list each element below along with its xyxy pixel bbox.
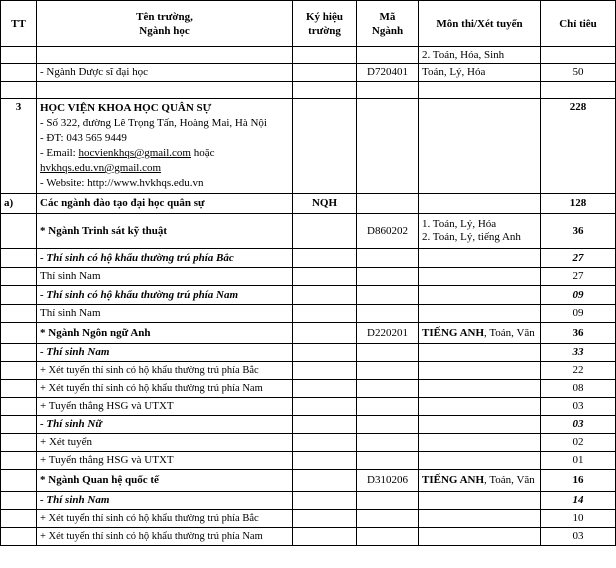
intl-male-south: + Xét tuyển thí sinh có hộ khẩu thường trú phía Nam [37,528,293,546]
recon-subject-1: 1. Toán, Lý, Hóa [422,218,497,230]
academy-phone: - ĐT: 043 565 9449 [40,132,127,144]
header-school [37,1,293,47]
table-row [1,416,616,434]
english-quota: 36 [541,323,616,344]
english-female-admit: + Xét tuyển [37,434,293,452]
header-code-line2: Ngành [371,24,404,37]
section-a-row [1,194,616,214]
english-row [1,323,616,344]
academy-email [40,146,289,161]
header-symbol-line1: Ký hiệu [306,10,343,23]
recon-south-male-quota: 09 [541,305,616,323]
header-tt: TT [1,1,37,47]
academy-name: HỌC VIỆN KHOA HỌC QUÂN SỰ [40,102,212,114]
email-link-2[interactable]: hvkhqs.edu.vn@gmail.com [40,162,162,174]
table-row [1,380,616,398]
email-link-1[interactable]: hocvienkhqs@gmail.com [78,147,191,159]
intl-male-north: + Xét tuyển thí sinh có hộ khẩu thường trú phía Bắc [37,510,293,528]
english-female-admit-quota: 02 [541,434,616,452]
table-row [1,492,616,510]
english-female-direct: + Tuyển thẳng HSG và UTXT [37,452,293,470]
header-symbol [293,1,357,47]
header-quota: Chỉ tiêu [541,1,616,47]
recon-north-label: - Thí sinh có hộ khẩu thường trú phía Bắc [37,249,293,268]
recon-name: * Ngành Trinh sát kỹ thuật [37,214,293,249]
english-subjects-bold: TIẾNG ANH [422,326,485,339]
recon-north-male-quota: 27 [541,268,616,286]
table-row [1,286,616,305]
intl-subjects-rest: , Toán, Văn [484,474,535,486]
academy-info [37,99,293,194]
english-female-quota: 03 [541,416,616,434]
recon-north-male: Thí sinh Nam [37,268,293,286]
table-row [1,64,616,82]
table-row [1,528,616,546]
table-row [1,305,616,323]
english-male-direct-quota: 03 [541,398,616,416]
spacer-row [1,82,616,99]
pharmacy-subjects: Toán, Lý, Hóa [419,64,541,82]
header-school-line2: Ngành học [139,24,190,37]
english-subjects [419,323,541,344]
intl-code: D310206 [357,470,419,492]
recon-subjects [419,214,541,249]
academy-quota: 228 [541,99,616,194]
section-a-symbol: NQH [293,194,357,214]
academy-address: - Số 322, đường Lê Trọng Tấn, Hoàng Mai, Hà Nội [40,117,267,129]
recon-south-quota: 09 [541,286,616,305]
academy-tt: 3 [1,99,37,194]
academy-email-2-line [40,161,289,176]
recon-south-male: Thí sinh Nam [37,305,293,323]
intl-subjects-bold: TIẾNG ANH [422,474,485,486]
email-or: hoặc [190,147,215,159]
intl-row [1,470,616,492]
table-row [1,344,616,362]
english-code: D220201 [357,323,419,344]
english-female-direct-quota: 01 [541,452,616,470]
table-row [1,510,616,528]
pharmacy-quota: 50 [541,64,616,82]
english-male-quota: 33 [541,344,616,362]
section-a-quota: 128 [541,194,616,214]
english-male-label: - Thí sinh Nam [37,344,293,362]
section-a-tt: a) [1,194,37,214]
recon-north-quota: 27 [541,249,616,268]
intl-subjects [419,470,541,492]
intl-name: * Ngành Quan hệ quốc tế [37,470,293,492]
academy-row [1,99,616,194]
recon-south-label: - Thí sinh có hộ khẩu thường trú phía Nam [37,286,293,305]
continuation-subject: 2. Toán, Hóa, Sinh [419,47,541,64]
english-name: * Ngành Ngôn ngữ Anh [37,323,293,344]
pharmacy-code: D720401 [357,64,419,82]
table-row [1,47,616,64]
email-prefix: - Email: [40,147,79,159]
intl-male-quota: 14 [541,492,616,510]
english-male-south: + Xét tuyển thí sinh có hộ khẩu thường trú phía Nam [37,380,293,398]
header-code-line1: Mã [379,10,396,23]
table-row [1,434,616,452]
table-row [1,452,616,470]
english-female-label: - Thí sinh Nữ [37,416,293,434]
english-subjects-rest: , Toán, Văn [484,326,535,339]
intl-male-south-quota: 03 [541,528,616,546]
intl-quota: 16 [541,470,616,492]
table-row [1,268,616,286]
intl-male-label: - Thí sinh Nam [37,492,293,510]
english-male-north-quota: 22 [541,362,616,380]
section-a-name: Các ngành đào tạo đại học quân sự [37,194,293,214]
pharmacy-name: - Ngành Dược sĩ đại học [37,64,293,82]
table-row [1,398,616,416]
header-code [357,1,419,47]
table-row [1,249,616,268]
header-subjects: Môn thi/Xét tuyển [419,1,541,47]
english-male-south-quota: 08 [541,380,616,398]
recon-code: D860202 [357,214,419,249]
recon-quota: 36 [541,214,616,249]
english-male-north: + Xét tuyển thí sinh có hộ khẩu thường trú phía Bắc [37,362,293,380]
academy-website[interactable]: - Website: http://www.hvkhqs.edu.vn [40,177,204,189]
english-male-direct: + Tuyển thẳng HSG và UTXT [37,398,293,416]
header-symbol-line2: trường [308,24,341,37]
header-row [1,1,616,47]
table-row [1,362,616,380]
recon-subject-2: 2. Toán, Lý, tiếng Anh [422,231,521,243]
header-school-line1: Tên trường, [136,10,193,23]
recon-row [1,214,616,249]
intl-male-north-quota: 10 [541,510,616,528]
